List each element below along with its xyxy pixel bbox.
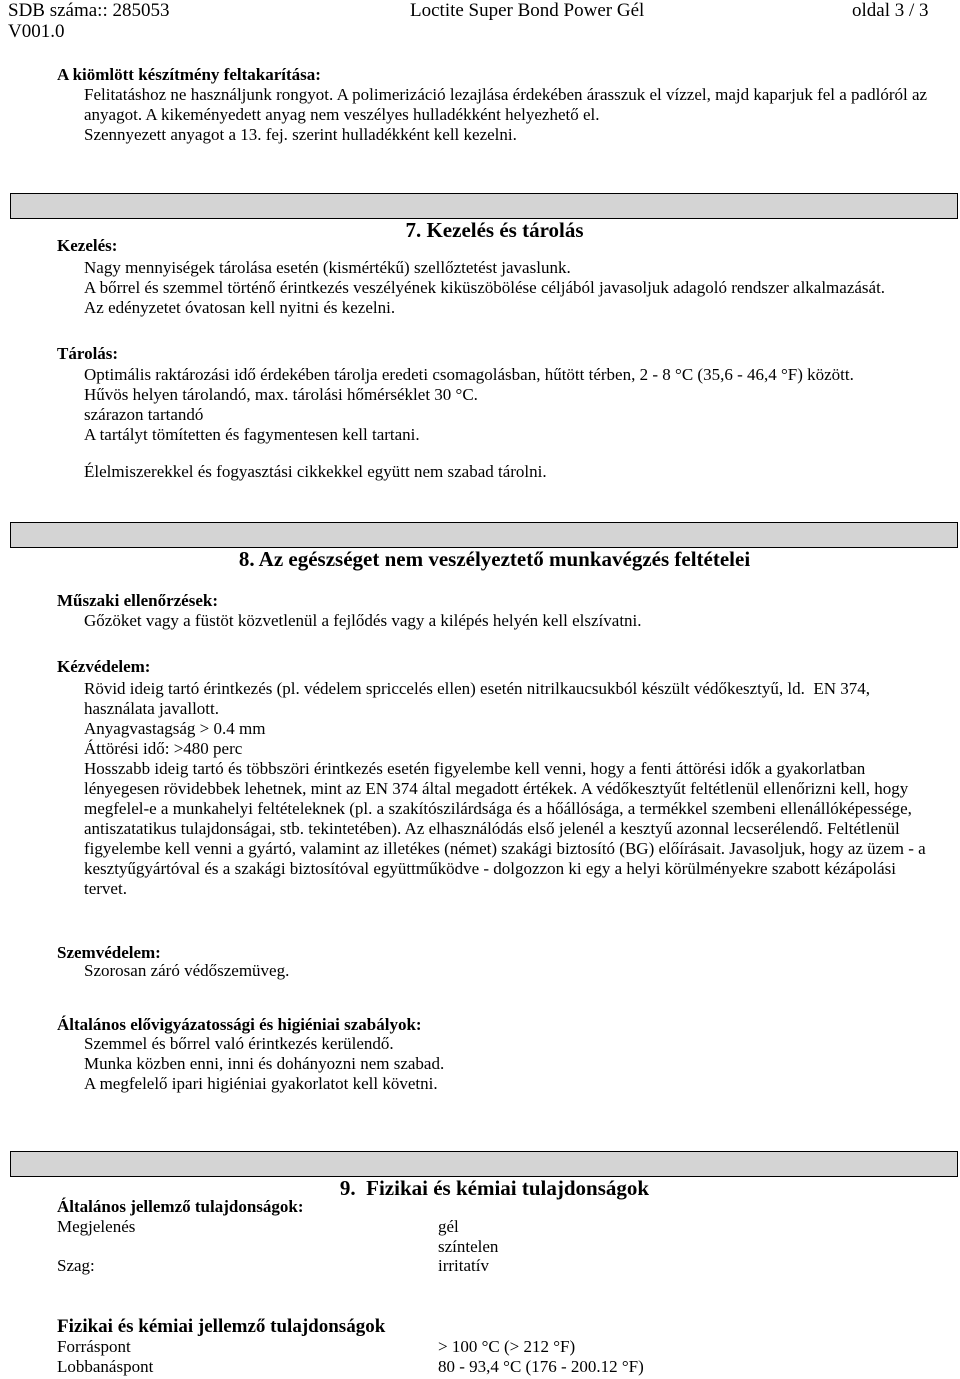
version-label: V001.0 xyxy=(8,21,65,42)
property-row xyxy=(57,1256,937,1276)
spill-cleanup-line: Felitatáshoz ne használjunk rongyot. A polimerizáció lezajlása érdekében árasszuk el vízzel, majd kaparjuk fel a padlóról az xyxy=(84,85,928,104)
storage-heading: Tárolás: xyxy=(57,344,119,363)
property-row xyxy=(57,1237,937,1257)
engineering-controls-line: Gőzöket vagy a füstöt közvetlenül a fejlődés vagy a kilépés helyén kell elszívatni. xyxy=(84,611,642,630)
spill-cleanup-heading: A kiömlött készítmény feltakarítása: xyxy=(57,65,321,84)
hand-protection-line: kesztyűgyártóval és a szakági biztosítóval együttműködve - dolgozzon ki egy a helyi körülményekre szabott kézápolási xyxy=(84,859,896,878)
property-row xyxy=(57,1357,937,1377)
hand-protection-line: használata javallott. xyxy=(84,699,219,718)
handling-line: Az edényzetet óvatosan kell nyitni és kezelni. xyxy=(84,298,396,317)
hand-protection-line: figyelembe kell venni a gyártó, valamint az illetékes (német) szakági biztosító (BG) előírásait. Javasoljuk, hogy az üzem - a xyxy=(84,839,926,858)
eye-protection-line: Szorosan záró védőszemüveg. xyxy=(84,961,290,980)
spill-cleanup-text xyxy=(84,85,927,145)
hand-protection-line: Hosszabb ideig tartó és többszöri érintkezés esetén figyelembe kell venni, hogy a fenti áttörési idők a gyakorlatban xyxy=(84,759,866,778)
section-8-title-bar xyxy=(10,522,958,571)
property-value: irritatív xyxy=(438,1256,489,1275)
property-label: Lobbanáspont xyxy=(57,1357,154,1376)
page-number: oldal 3 / 3 xyxy=(852,0,929,21)
hand-protection-line: Rövid ideig tartó érintkezés (pl. védelem spriccelés ellen) esetén nitrilkaucsukból készült védőkesztyű, ld. EN 374, xyxy=(84,679,871,698)
handling-line: A bőrrel és szemmel történő érintkezés veszélyének kiküszöbölése céljából javasoljuk adagoló rendszer alkalmazását. xyxy=(84,278,886,297)
engineering-controls-heading: Műszaki ellenőrzések: xyxy=(57,591,218,610)
engineering-controls-text xyxy=(84,611,642,631)
property-label: Megjelenés xyxy=(57,1217,136,1236)
hand-protection-line: megfelel-e a munkahelyi feltételeknek (pl. a szakítószilárdsága és a hőállósága, a termékkel szembeni ellenállóképessége, xyxy=(84,799,912,818)
property-label: Szag: xyxy=(57,1256,95,1275)
section-9-title: 9. Fizikai és kémiai tulajdonságok xyxy=(339,1176,650,1200)
hand-protection-line: Anyagvastagság > 0.4 mm xyxy=(84,719,266,738)
property-value: 80 - 93,4 °C (176 - 200.12 °F) xyxy=(438,1357,644,1376)
storage-text xyxy=(84,365,854,445)
eye-protection-heading: Szemvédelem: xyxy=(57,943,161,962)
hand-protection-line: lényegesen rövidebbek lehetnek, mint az EN 374 által megadott értékek. A védőkesztyűt feltétlenül ellenőrizni kell, hogy xyxy=(84,779,909,798)
storage-line: Optimális raktározási idő érdekében tárolja eredeti csomagolásban, hűtött térben, 2 - 8 °C (35,6 - 46,4 °F) között. xyxy=(84,365,854,384)
storage-line: szárazon tartandó xyxy=(84,405,204,424)
hand-protection-line: tervet. xyxy=(84,879,127,898)
hand-protection-text xyxy=(84,679,926,899)
section-8-title: 8. Az egészséget nem veszélyeztető munkavégzés feltételei xyxy=(238,547,751,571)
handling-heading: Kezelés: xyxy=(57,236,118,255)
hygiene-measures-line: Szemmel és bőrrel való érintkezés kerülendő. xyxy=(84,1034,394,1053)
property-value: színtelen xyxy=(438,1237,499,1256)
eye-protection-text xyxy=(84,961,289,981)
hand-protection-line: antiszatatikus tulajdonságai, stb. tekintetében). Az elhasználódás első jelenél a kesztyű azonnal lecserélendő. Feltétlenül xyxy=(84,819,900,838)
property-value: > 100 °C (> 212 °F) xyxy=(438,1337,576,1356)
hygiene-measures-line: A megfelelő ipari higiéniai gyakorlatot kell követni. xyxy=(84,1074,438,1093)
handling-text xyxy=(84,258,885,318)
storage-line: Hűvös helyen tárolandó, max. tárolási hőmérséklet 30 °C. xyxy=(84,385,478,404)
physchem-properties-heading: Fizikai és kémiai jellemző tulajdonságok xyxy=(57,1316,386,1337)
hand-protection-line: Áttörési idő: >480 perc xyxy=(84,739,243,758)
product-name: Loctite Super Bond Power Gél xyxy=(410,0,645,21)
hygiene-measures-text xyxy=(84,1034,444,1094)
storage-line: A tartályt tömítetten és fagymentesen kell tartani. xyxy=(84,425,420,444)
property-label: Forráspont xyxy=(57,1337,131,1356)
property-value: gél xyxy=(438,1217,459,1236)
section-7-title: 7. Kezelés és tárolás xyxy=(405,218,584,242)
handling-line: Nagy mennyiségek tárolása esetén (kismértékű) szellőztetést javaslunk. xyxy=(84,258,571,277)
sds-number: SDB száma:: 285053 xyxy=(8,0,170,21)
hygiene-measures-line: Munka közben enni, inni és dohányozni nem szabad. xyxy=(84,1054,445,1073)
spill-cleanup-line: Szennyezett anyagot a 13. fej. szerint hulladékként kell kezelni. xyxy=(84,125,517,144)
property-row xyxy=(57,1217,937,1237)
general-properties-heading: Általános jellemző tulajdonságok: xyxy=(57,1197,304,1216)
hygiene-measures-heading: Általános elővigyázatossági és higiéniai szabályok: xyxy=(57,1015,422,1034)
section-9-title-bar xyxy=(10,1151,958,1200)
hand-protection-heading: Kézvédelem: xyxy=(57,657,151,676)
storage-note: Élelmiszerekkel és fogyasztási cikkekkel együtt nem szabad tárolni. xyxy=(84,462,547,481)
spill-cleanup-line: anyagot. A kikeményedett anyag nem veszélyes hulladékként helyezhető el. xyxy=(84,105,600,124)
property-row xyxy=(57,1337,937,1357)
section-7-title-bar xyxy=(10,193,958,242)
